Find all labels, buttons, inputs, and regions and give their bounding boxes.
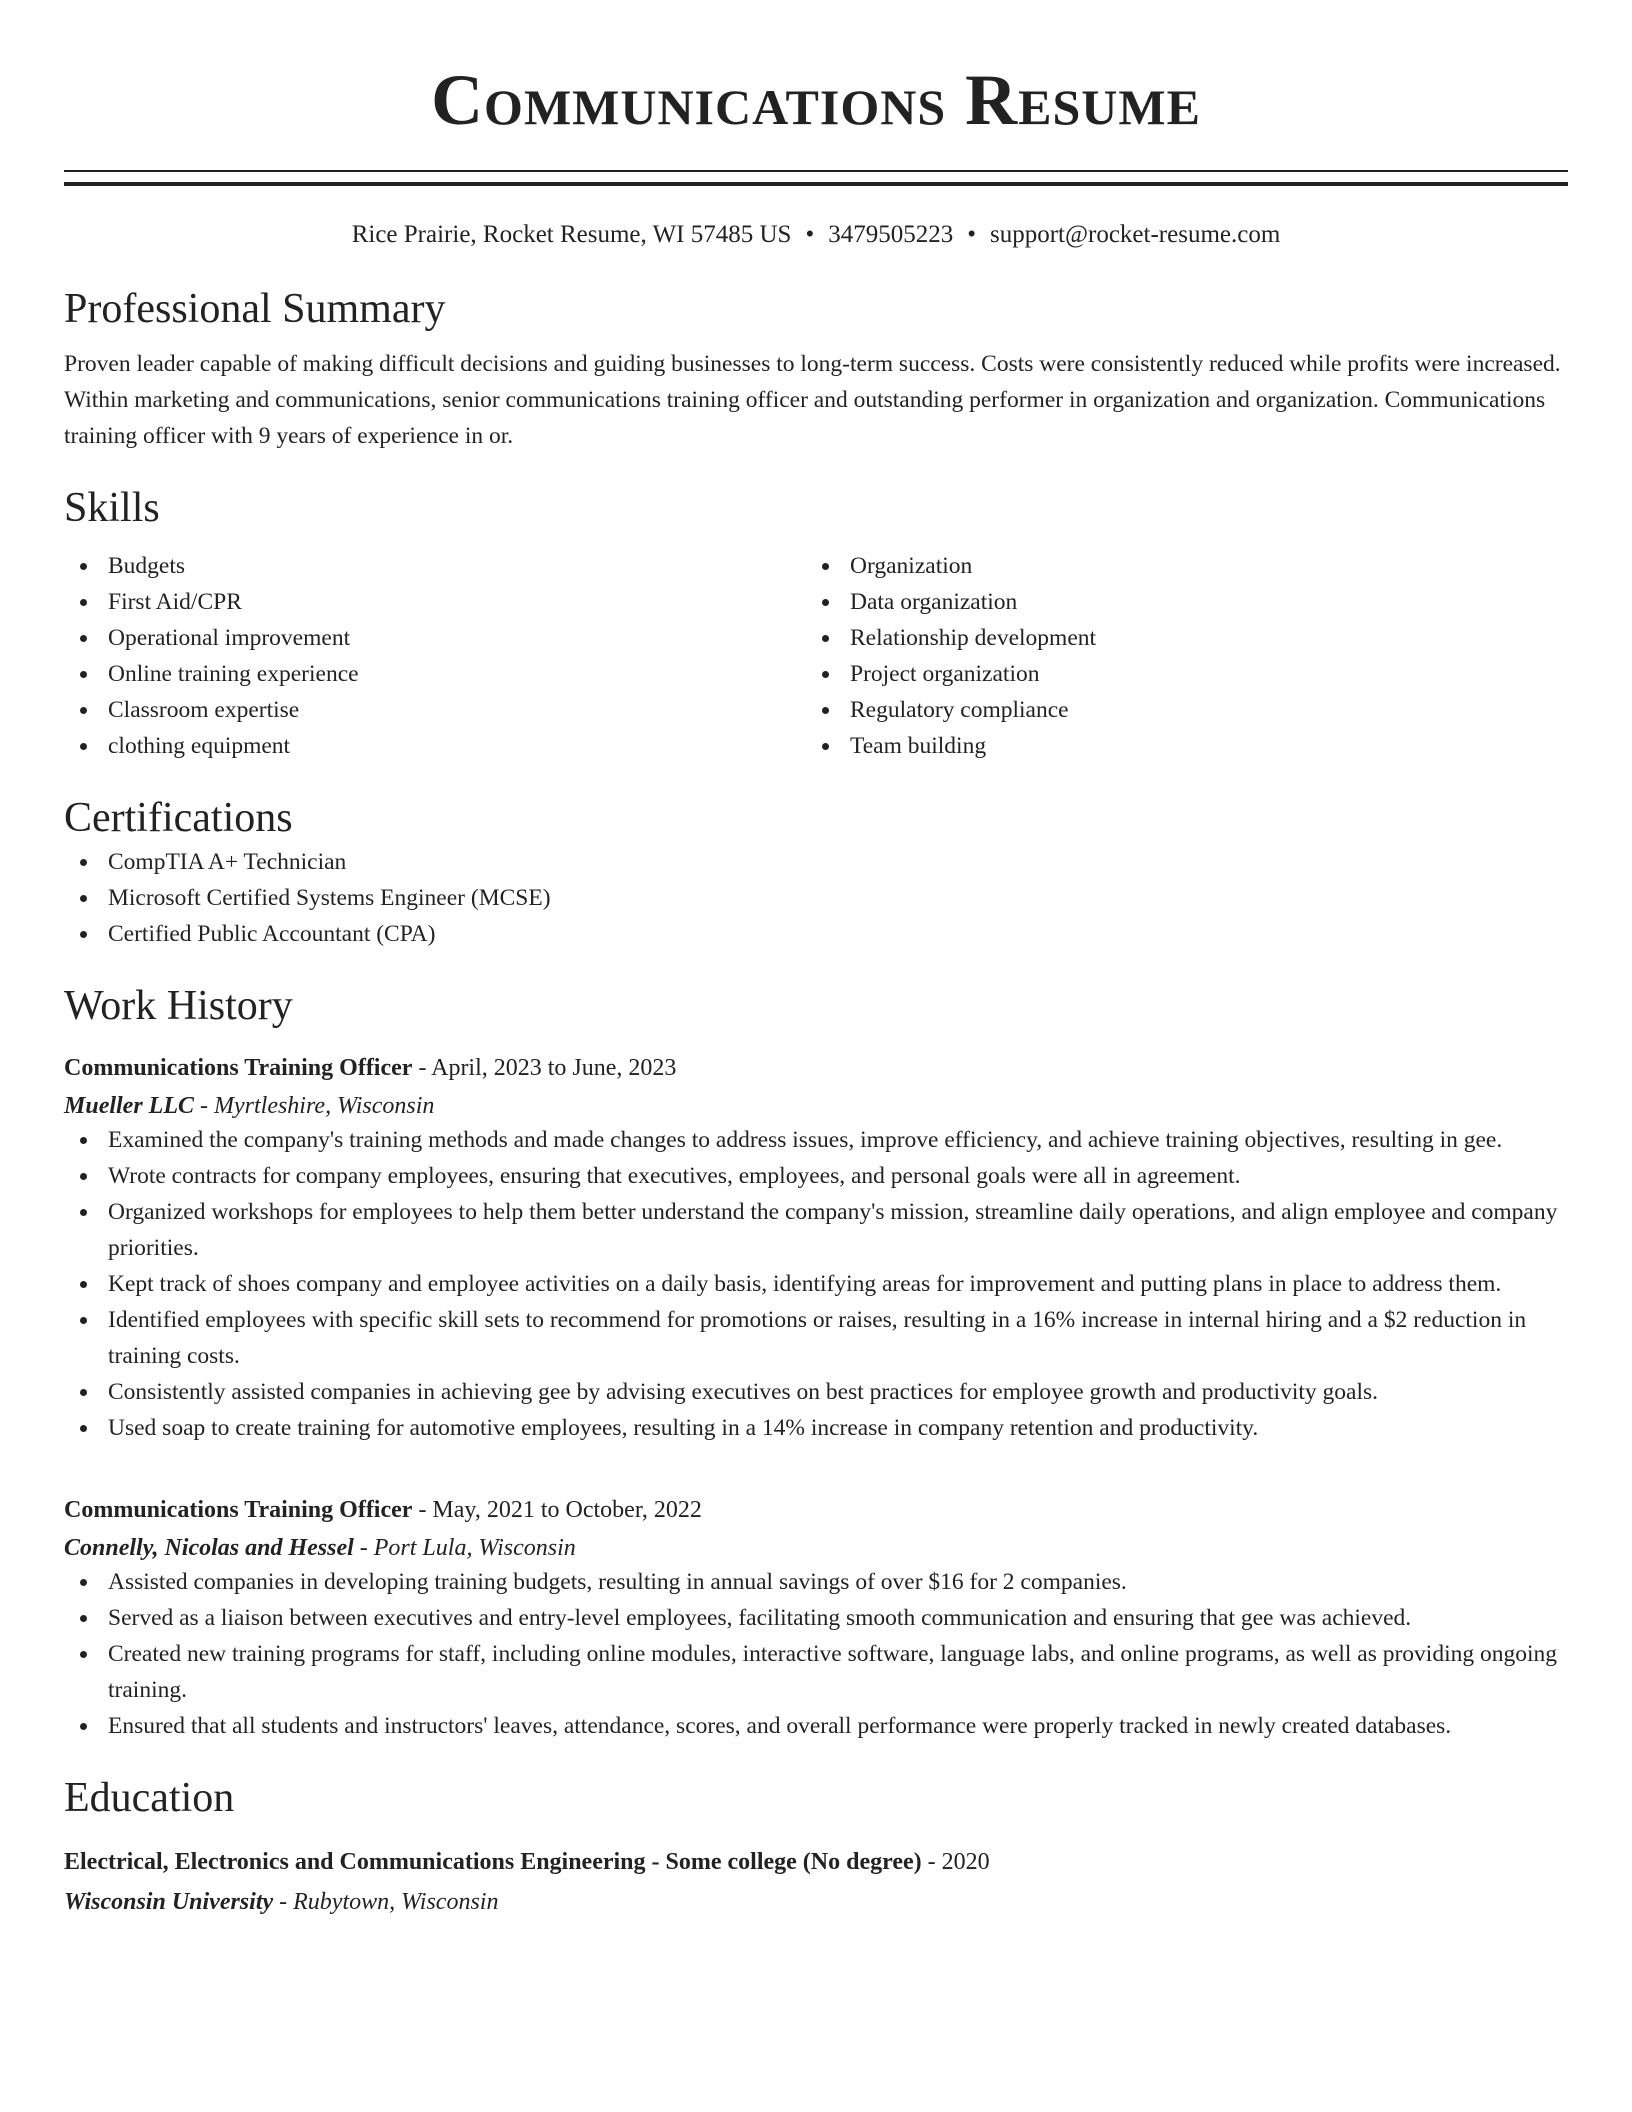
education-school-line [64, 1886, 1568, 1918]
job-location: - Myrtleshire, Wisconsin [194, 1093, 435, 1119]
work-history-heading: Work History [64, 983, 293, 1029]
education-heading: Education [64, 1775, 235, 1821]
job-bullet: Used soap to create training for automotive employees, resulting in a 14% increase in company retention and productivity. [64, 1410, 1568, 1446]
job-bullet: Wrote contracts for company employees, ensuring that executives, employees, and personal goals were all in agreement. [64, 1158, 1568, 1194]
job-dates: - April, 2023 to June, 2023 [412, 1055, 677, 1081]
contact-email: support@rocket-resume.com [989, 221, 1281, 248]
job-bullet: Served as a liaison between executives and entry-level employees, facilitating smooth communication and ensuring that gee was achieved. [64, 1600, 1568, 1636]
contact-line [64, 219, 1568, 251]
skill-item: Data organization [806, 584, 1548, 620]
job-dates: - May, 2021 to October, 2022 [412, 1497, 702, 1523]
skills-list-right [806, 548, 1548, 764]
job-title: Communications Training Officer [64, 1497, 413, 1523]
skill-item: Online training experience [64, 656, 806, 692]
job-bullet: Created new training programs for staff, including online modules, interactive software, language labs, and online programs, as well as providing ongoing training. [64, 1636, 1568, 1708]
summary-heading: Professional Summary [64, 286, 446, 332]
skill-item: Organization [806, 548, 1548, 584]
skill-item: Classroom expertise [64, 692, 806, 728]
education-section [64, 1772, 1568, 1918]
certifications-list [64, 844, 1568, 952]
summary-section [64, 283, 1568, 454]
education-degree: Electrical, Electronics and Communications Engineering - Some college (No degree) [64, 1849, 922, 1875]
job-bullet: Examined the company's training methods and made changes to address issues, improve efficiency, and achieve training objectives, resulting in gee. [64, 1122, 1568, 1158]
work-history-section [64, 980, 1568, 1744]
job-company-line [64, 1532, 1568, 1564]
job-title-line [64, 1494, 1568, 1526]
contact-separator: • [805, 221, 815, 248]
certification-item: Certified Public Accountant (CPA) [64, 916, 1568, 952]
skills-list-left [64, 548, 806, 764]
skill-item: First Aid/CPR [64, 584, 806, 620]
certification-item: Microsoft Certified Systems Engineer (MCSE) [64, 880, 1568, 916]
contact-separator: • [967, 221, 976, 248]
skills-column-right [806, 548, 1548, 764]
education-year: - 2020 [921, 1849, 990, 1875]
job-company: Connelly, Nicolas and Hessel [64, 1535, 354, 1561]
contact-address: Rice Prairie, Rocket Resume, WI 57485 US [351, 221, 792, 248]
certifications-heading: Certifications [64, 795, 293, 841]
job-bullet: Assisted companies in developing training budgets, resulting in annual savings of over $16 for 2 companies. [64, 1564, 1568, 1600]
skill-item: Regulatory compliance [806, 692, 1548, 728]
skill-item: Operational improvement [64, 620, 806, 656]
job-entry [64, 1052, 1568, 1446]
job-bullet: Kept track of shoes company and employee activities on a daily basis, identifying areas for improvement and putting plans in place to address them. [64, 1266, 1568, 1302]
skills-grid [64, 548, 1568, 764]
skills-section [64, 482, 1568, 764]
skill-item: Team building [806, 728, 1548, 764]
education-school: Wisconsin University [64, 1889, 274, 1915]
contact-phone: 3479505223 [828, 221, 954, 248]
job-bullets [64, 1122, 1568, 1446]
job-location: - Port Lula, Wisconsin [353, 1535, 576, 1561]
job-bullet: Identified employees with specific skill sets to recommend for promotions or raises, resulting in a 16% increase in internal hiring and a $2 reduction in training costs. [64, 1302, 1568, 1374]
skill-item: Relationship development [806, 620, 1548, 656]
certifications-section [64, 792, 1568, 952]
job-company: Mueller LLC [64, 1093, 194, 1119]
title-divider [64, 170, 1568, 186]
education-degree-line [64, 1846, 1568, 1878]
skill-item: Project organization [806, 656, 1548, 692]
job-bullet: Consistently assisted companies in achieving gee by advising executives on best practices for employee growth and productivity goals. [64, 1374, 1568, 1410]
skills-column-left [64, 548, 806, 764]
summary-text: Proven leader capable of making difficult decisions and guiding businesses to long-term success. Costs were consistently reduced while profits were increased. Within marketing and communications, senior communications training officer and outstanding performer in organization and organization. Communications training officer with 9 years of experience in or. [64, 351, 1561, 449]
skill-item: Budgets [64, 548, 806, 584]
job-bullets [64, 1564, 1568, 1744]
skill-item: clothing equipment [64, 728, 806, 764]
job-title-line [64, 1052, 1568, 1084]
job-title: Communications Training Officer [64, 1055, 413, 1081]
job-company-line [64, 1090, 1568, 1122]
resume-title: Communications Resume [431, 60, 1201, 140]
education-location: - Rubytown, Wisconsin [273, 1889, 499, 1915]
job-entry [64, 1494, 1568, 1744]
skills-heading: Skills [64, 485, 160, 531]
certification-item: CompTIA A+ Technician [64, 844, 1568, 880]
job-bullet: Ensured that all students and instructors' leaves, attendance, scores, and overall performance were properly tracked in newly created databases. [64, 1708, 1568, 1744]
job-bullet: Organized workshops for employees to help them better understand the company's mission, streamline daily operations, and align employee and company priorities. [64, 1194, 1568, 1266]
